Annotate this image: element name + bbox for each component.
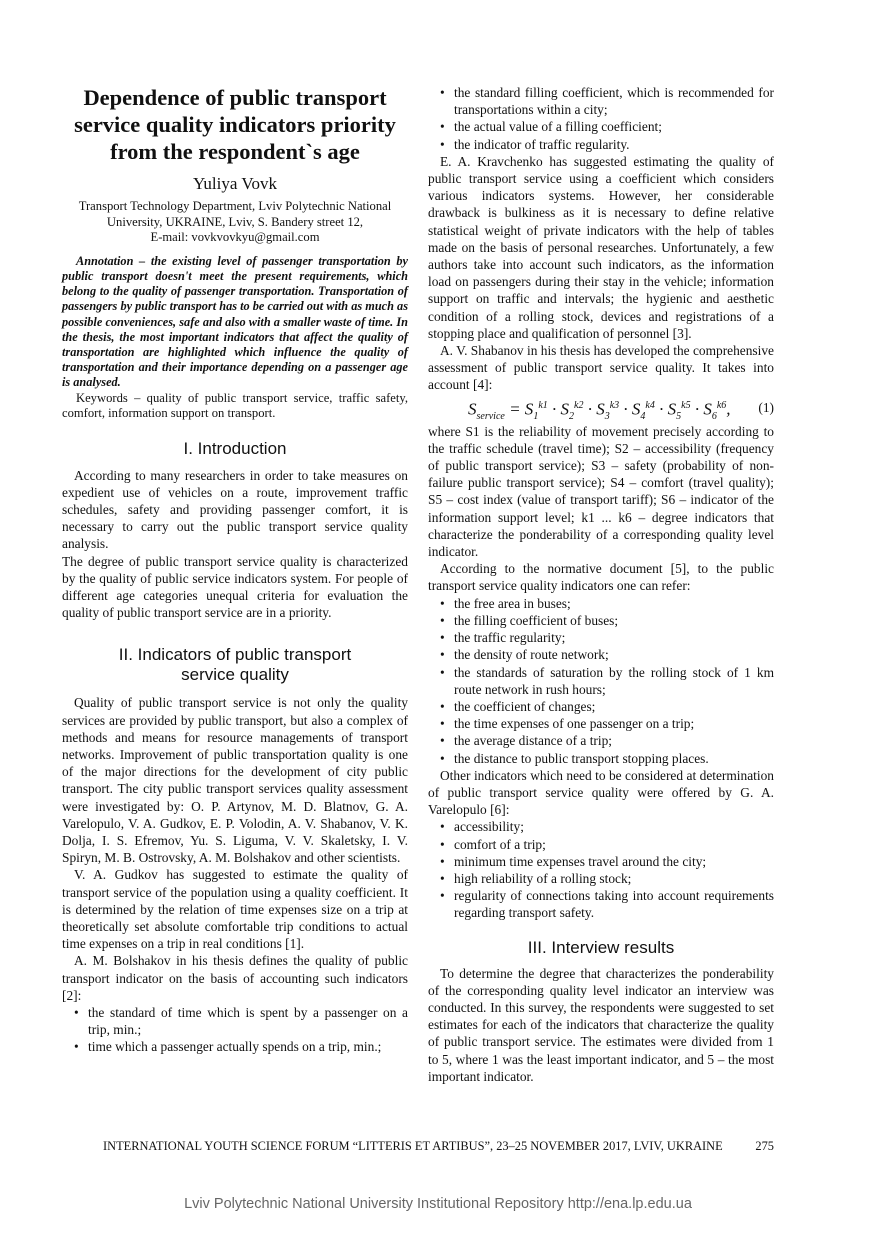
bullet-icon: • bbox=[74, 1039, 79, 1055]
list-item: • the coefficient of changes; bbox=[440, 698, 596, 714]
formula-expression: $S_{service} = S_1^{k1} \cdot S_2^{k2} \cdot S_3^{k3} \cdot S_4^{k4} \cdot S_5^{k5} \cdot S_6^{k6}$, bbox=[468, 399, 731, 422]
bullet-icon: • bbox=[440, 85, 445, 100]
bullet-icon: • bbox=[440, 819, 445, 835]
bullet-icon: • bbox=[440, 853, 445, 869]
bullet-icon: • bbox=[440, 664, 445, 680]
right-column bbox=[428, 84, 774, 1085]
repository-watermark: Lviv Polytechnic National University Institutional Repository http://ena.lp.edu.ua bbox=[184, 1196, 692, 1212]
indicators-paragraph-7: According to the normative document [5], to the public transport service quality indicators one can refer: bbox=[428, 561, 774, 594]
list-item: • the time expenses of one passenger on a trip; bbox=[440, 716, 695, 732]
list-item: • high reliability of a rolling stock; bbox=[440, 870, 632, 886]
paper-author: Yuliya Vovk bbox=[193, 174, 277, 193]
annotation: Annotation – the existing level of passenger transportation by public transport doesn't meet the present requirements, which belong to the quality of passenger transportation. Transportation of passengers by public transport has to be carried out with as much as possible conveniences, safe and also with a smaller waste of time. In the thesis, the most important indicators that affect the quality of transportation are highlighted which influence the quality of transportation and their importance depending on a passenger age is analysed. bbox=[62, 253, 408, 390]
intro-paragraph-1: According to many researchers in order to take measures on expedient use of vehicles on a route, improvement traffic schedules, safety and providing passenger comfort, it is necessary to carry out the public transport service quality analysis. bbox=[62, 467, 408, 552]
bullet-icon: • bbox=[440, 630, 445, 646]
list-item: • the actual value of a filling coefficient; bbox=[440, 119, 662, 135]
varelopulo-list bbox=[428, 818, 774, 921]
indicators-paragraph-5: A. V. Shabanov in his thesis has developed the comprehensive assessment of public transport service quality. It takes into account [4]: bbox=[428, 343, 774, 393]
bullet-icon: • bbox=[440, 647, 445, 663]
left-column bbox=[62, 84, 408, 1056]
formula-number: (1) bbox=[758, 399, 774, 415]
list-item: • regularity of connections taking into account requirements regarding transport safety. bbox=[440, 888, 774, 921]
list-item: • minimum time expenses travel around the city; bbox=[440, 853, 707, 869]
list-item: • the standard filling coefficient, which is recommended for transportations within a city; bbox=[440, 85, 774, 118]
bullet-icon: • bbox=[440, 733, 445, 749]
bolshakov-list-part1 bbox=[62, 1004, 408, 1056]
formula-1 bbox=[428, 395, 774, 421]
affiliation-address: Transport Technology Department, Lviv Polytechnic National University, UKRAINE, Lviv, S. Bandery street 12, bbox=[78, 199, 392, 229]
bullet-icon: • bbox=[440, 119, 445, 135]
indicators-paragraph-1: Quality of public transport service is not only the quality services are provided by public transport, but also a complex of methods and means for resource managements of transport networks. Improvement of public transportation quality is one of the major directions for the development of city public transport. The city public transport services quality assessment were investigated by: O. P. Artynov, M. D. Blatnov, G. A. Varelopulo, V. A. Gudkov, E. P. Volodin, A. V. Shabanov, V. K. Dolja, I. S. Efremov, Yu. S. Liguma, V. V. Skaletsky, I. V. Spiryn, M. B. Ostrovsky, A. M. Bolshakov and other scientists. bbox=[62, 695, 408, 866]
list-item: • the standards of saturation by the rolling stock of 1 km route network in rush hours; bbox=[440, 664, 774, 697]
list-item: • the standard of time which is spent by a passenger on a trip, min.; bbox=[74, 1005, 408, 1038]
indicators-paragraph-4: E. A. Kravchenko has suggested estimating the quality of public transport service using a coefficient which considers various indicators systems. However, her considerable drawback is bulkiness as it is necessary to define relative statistical weight of private indicators with the help of tables made on the basis of personal researches. Unfortunately, a few authors take into account such indicators, as the information load on passengers during their stay in the vehicle; information support on traffic and intervals; the hygienic and aesthetic condition of a rolling stock, devices and registrations of a stopping place and qualification of personnel [3]. bbox=[428, 153, 774, 341]
bullet-icon: • bbox=[440, 870, 445, 886]
page-number: 275 bbox=[755, 1139, 774, 1153]
heading-indicators bbox=[62, 645, 408, 685]
bullet-icon: • bbox=[440, 136, 445, 152]
list-item: • accessibility; bbox=[440, 819, 524, 835]
indicators-paragraph-3: A. M. Bolshakov in his thesis defines the quality of public transport indicator on the basis of accounting such indicators [2]: bbox=[62, 953, 408, 1003]
bullet-icon: • bbox=[440, 750, 445, 766]
interview-paragraph-1: To determine the degree that characterizes the ponderability of the corresponding quality level indicator an interview was conducted. In this survey, the respondents were suggested to set estimates for each of the indicators that characterize the quality of public transport service. The estimates were divided from 1 to 5, where 1 was the least important indicator, and 5 – the most important indicator. bbox=[428, 965, 774, 1084]
list-item: • the indicator of traffic regularity. bbox=[440, 136, 630, 152]
bullet-icon: • bbox=[440, 698, 445, 714]
indicators-paragraph-8: Other indicators which need to be considered at determination of public transport service quality were offered by G. A. Varelopulo [6]: bbox=[428, 767, 774, 818]
list-item: • the filling coefficient of buses; bbox=[440, 612, 619, 628]
affiliation bbox=[62, 199, 408, 246]
list-item: • comfort of a trip; bbox=[440, 836, 546, 852]
bullet-icon: • bbox=[440, 595, 445, 611]
list-item: • the density of route network; bbox=[440, 647, 609, 663]
keywords: Keywords – quality of public transport service, traffic safety, comfort, information support on transport. bbox=[62, 390, 408, 421]
author-email: E-mail: vovkvovkyu@gmail.com bbox=[150, 230, 320, 245]
list-item: • the average distance of a trip; bbox=[440, 733, 613, 749]
list-item: • the distance to public transport stopping places. bbox=[440, 750, 709, 766]
bullet-icon: • bbox=[440, 612, 445, 628]
list-item: • time which a passenger actually spends on a trip, min.; bbox=[74, 1039, 382, 1055]
footer-conference: INTERNATIONAL YOUTH SCIENCE FORUM “LITTERIS ET ARTIBUS”, 23–25 NOVEMBER 2017, LVIV, UKRAINE bbox=[103, 1139, 723, 1153]
heading-introduction: I. Introduction bbox=[183, 438, 287, 458]
bullet-icon: • bbox=[440, 888, 445, 904]
list-item: • the traffic regularity; bbox=[440, 630, 566, 646]
indicators-paragraph-2: V. A. Gudkov has suggested to estimate the quality of transport service of the population using a quality coefficient. It is determined by the relation of time expenses size on a trip at theoretically set absolute comfortable trip conditions to actual time expenses on a trip in real conditions [1]. bbox=[62, 867, 408, 952]
indicators-paragraph-6: where S1 is the reliability of movement precisely according to the traffic schedule (travel time); S2 – accessibility (frequency of public transport service); S3 – safety (probability of non-failure public transport service); S4 – comfort (travel quality); S5 – cost index (value of transport tariff); S6 – indicator of the information support level; k1 ... k6 – degree indicators that characterize the ponderability of a corresponding quality level indicator. bbox=[428, 423, 774, 560]
intro-paragraph-2: The degree of public transport service quality is characterized by the quality of public service indicators system. For people of different age categories unequal criteria for evaluation the quality of public transport service are in a priority. bbox=[62, 553, 408, 621]
bullet-icon: • bbox=[440, 716, 445, 732]
paper-title: Dependence of public transport service quality indicators priority from the respondent`s age bbox=[74, 85, 396, 164]
bullet-icon: • bbox=[440, 836, 445, 852]
heading-interview-results: III. Interview results bbox=[527, 937, 675, 957]
heading-indicators-line1: II. Indicators of public transport bbox=[118, 645, 352, 665]
heading-indicators-line2: service quality bbox=[181, 665, 289, 685]
normative-list bbox=[428, 595, 774, 767]
list-item: • the free area in buses; bbox=[440, 595, 571, 611]
bullet-icon: • bbox=[74, 1005, 79, 1021]
bolshakov-list-part2 bbox=[428, 84, 774, 153]
